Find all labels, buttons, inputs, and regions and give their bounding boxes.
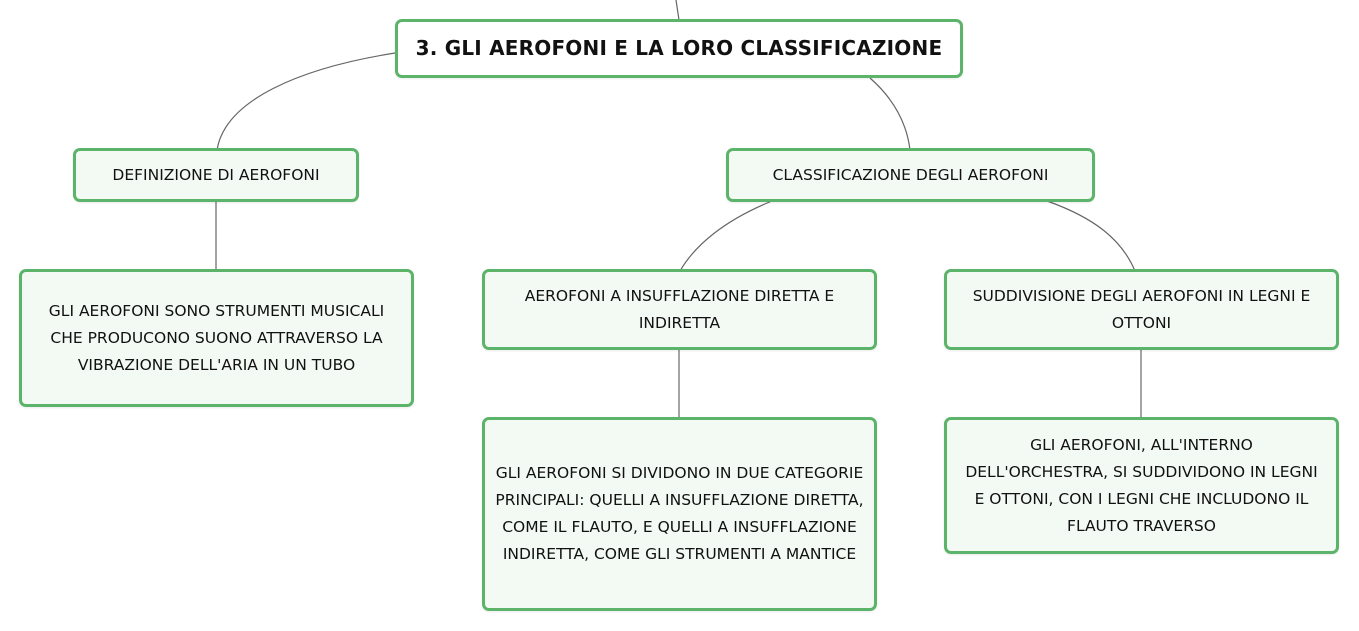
connector-classification-to-subdivision (1047, 201, 1135, 271)
topic-classification[interactable] (726, 148, 1095, 202)
connector-root-to-definition (217, 53, 395, 150)
root-topic[interactable] (395, 19, 963, 78)
topic-insufflation-detail-text: GLI AEROFONI SI DIVIDONO IN DUE CATEGORIE PRINCIPALI: QUELLI A INSUFFLAZIONE DIRETTA, COME IL FLAUTO, E QUELLI A INSUFFLAZIONE INDIRETTA, COME GLI STRUMENTI A MANTICE (495, 464, 864, 563)
topic-insufflation[interactable] (482, 269, 877, 350)
connector-parent-to-root (676, 0, 679, 20)
topic-definition-detail-text: GLI AEROFONI SONO STRUMENTI MUSICALI CHE PRODUCONO SUONO ATTRAVERSO LA VIBRAZIONE DELL'ARIA IN UN TUBO (48, 301, 385, 374)
topic-insufflation-detail[interactable] (482, 417, 877, 611)
topic-definition-label: DEFINIZIONE DI AEROFONI (112, 165, 320, 184)
topic-definition[interactable] (73, 148, 359, 202)
root-topic-label: 3. GLI AEROFONI E LA LORO CLASSIFICAZIONE (415, 36, 943, 60)
connector-root-to-classification (870, 78, 910, 150)
topic-classification-label: CLASSIFICAZIONE DEGLI AEROFONI (772, 165, 1049, 184)
connector-classification-to-insufflation (680, 201, 772, 271)
topic-subdivision-label: SUDDIVISIONE DEGLI AEROFONI IN LEGNI E OTTONI (972, 286, 1311, 332)
topic-subdivision[interactable] (944, 269, 1339, 350)
topic-insufflation-label: AEROFONI A INSUFFLAZIONE DIRETTA E INDIRETTA (524, 286, 835, 332)
topic-definition-detail[interactable] (19, 269, 414, 407)
topic-subdivision-detail-text: GLI AEROFONI, ALL'INTERNO DELL'ORCHESTRA, SI SUDDIVIDONO IN LEGNI E OTTONI, CON I LEGNI CHE INCLUDONO IL FLAUTO TRAVERSO (965, 435, 1318, 535)
topic-subdivision-detail[interactable] (944, 417, 1339, 554)
